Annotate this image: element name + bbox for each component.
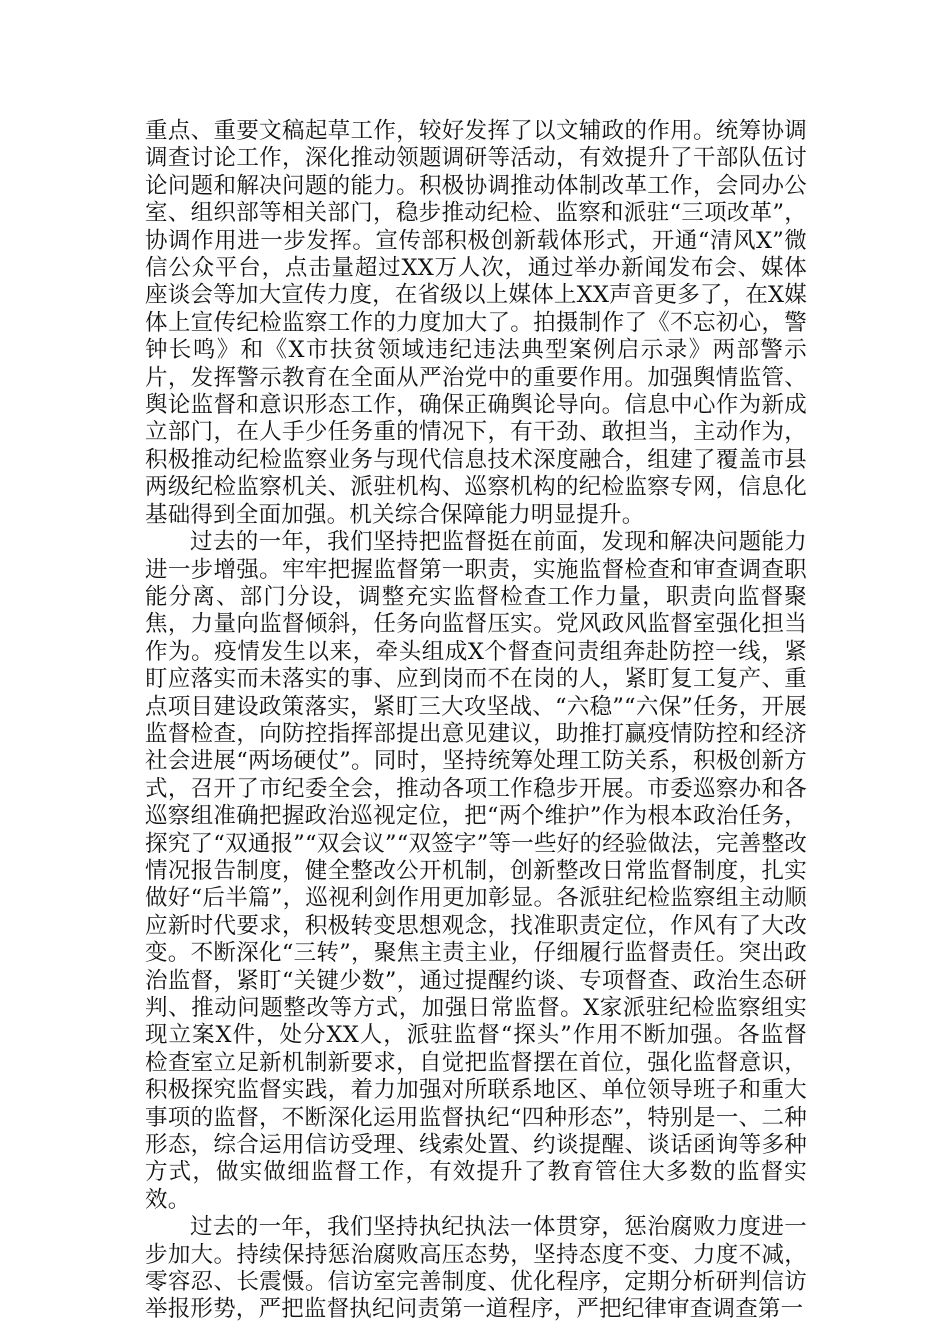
paragraph-1: 重点、重要文稿起草工作，较好发挥了以文辅政的作用。统筹协调调查讨论工作，深化推动领题调研等活动，有效提升了干部队伍讨论问题和解决问题的能力。积极协调推动体制改革工作，会同办公室、组织部等相关部门，稳步推动纪检、监察和派驻“三项改革”，协调作用进一步发挥。宣传部积极创新载体形式，开通“清风X”微信公众平台，点击量超过XX万人次，通过举办新闻发布会、媒体座谈会等加大宣传力度，在省级以上媒体上XX声音更多了，在X媒体上宣传纪检监察工作的力度加大了。拍摄制作了《不忘初心，警钟长鸣》和《X市扶贫领域违纪违法典型案例启示录》两部警示片，发挥警示教育在全面从严治党中的重要作用。加强舆情监管、舆论监督和意识形态工作，确保正确舆论导向。信息中心作为新成立部门，在人手少任务重的情况下，有干劲、敢担当，主动作为，积极推动纪检监察业务与现代信息技术深度融合，组建了覆盖市县两级纪检监察机关、派驻机构、巡察机构的纪检监察专网，信息化基础得到全面加强。机关综合保障能力明显提升。 [145, 118, 807, 528]
paragraph-3: 过去的一年，我们坚持执纪执法一体贯穿，惩治腐败力度进一步加大。持续保持惩治腐败高压态势，坚持态度不变、力度不减，零容忍、长震慑。信访室完善制度、优化程序，定期分析研判信访举报形势，严把监督执纪问责第一道程序，严把纪律审查调查第一 [145, 1214, 807, 1323]
document-page [145, 118, 807, 1324]
paragraph-2: 过去的一年，我们坚持把监督挺在前面，发现和解决问题能力进一步增强。牢牢把握监督第一职责，实施监督检查和审查调查职能分离、部门分设，调整充实监督检查工作力量，职责向监督聚焦，力量向监督倾斜，任务向监督压实。党风政风监督室强化担当作为。疫情发生以来，牵头组成X个督查问责组奔赴防控一线，紧盯应落实而未落实的事、应到岗而不在岗的人，紧盯复工复产、重点项目建设政策落实，紧盯三大攻坚战、“六稳”“六保”任务，开展监督检查，向防控指挥部提出意见建议，助推打赢疫情防控和经济社会进展“两场硬仗”。同时，坚持统筹处理工防关系，积极创新方式，召开了市纪委全会，推动各项工作稳步开展。市委巡察办和各巡察组准确把握政治巡视定位，把“两个维护”作为根本政治任务，探究了“双通报”“双会议”“双签字”等一些好的经验做法，完善整改情况报告制度，健全整改公开机制，创新整改日常监督制度，扎实做好“后半篇”，巡视利剑作用更加彰显。各派驻纪检监察组主动顺应新时代要求，积极转变思想观念，找准职责定位，作风有了大改变。不断深化“三转”，聚焦主责主业，仔细履行监督责任。突出政治监督，紧盯“关键少数”，通过提醒约谈、专项督查、政治生态研判、推动问题整改等方式，加强日常监督。X家派驻纪检监察组实现立案X件，处分XX人，派驻监督“探头”作用不断加强。各监督检查室立足新机制新要求，自觉把监督摆在首位，强化监督意识，积极探究监督实践，着力加强对所联系地区、单位领导班子和重大事项的监督，不断深化运用监督执纪“四种形态”，特别是一、二种形态，综合运用信访受理、线索处置、约谈提醒、谈话函询等多种方式，做实做细监督工作，有效提升了教育管住大多数的监督实效。 [145, 529, 807, 1213]
